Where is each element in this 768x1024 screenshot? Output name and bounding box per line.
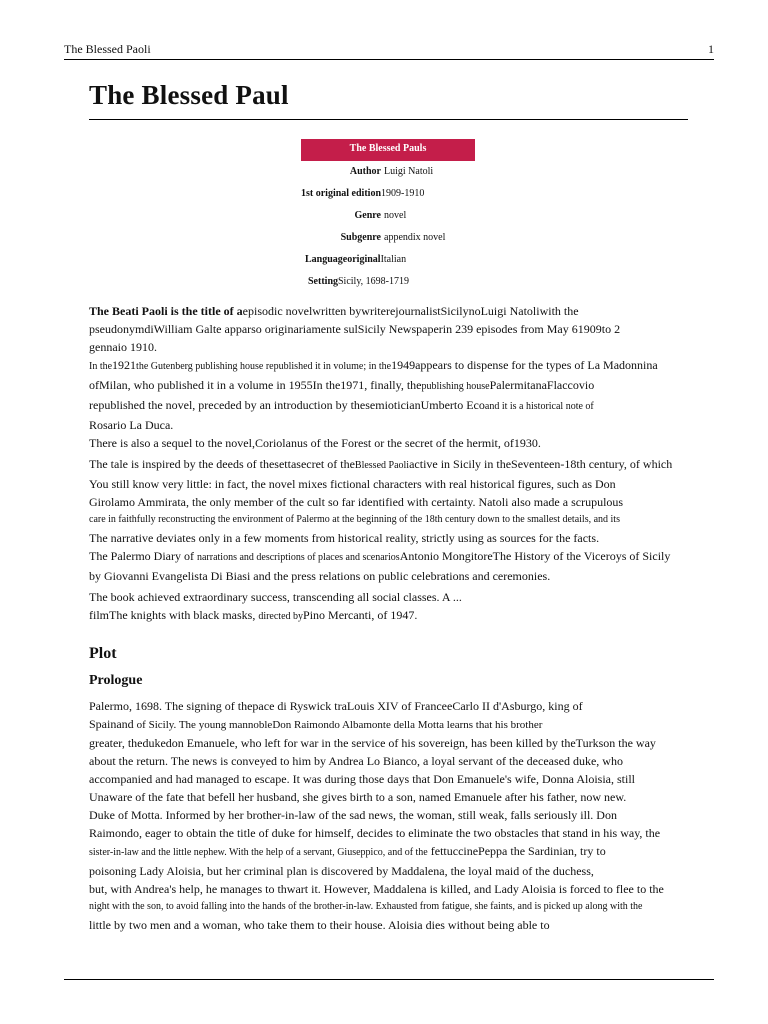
intro-paragraph	[89, 302, 729, 356]
infobox-row-genre	[301, 205, 475, 227]
text-run: Pino Mercanti, of 1947.	[303, 608, 418, 622]
text-line: but, with Andrea's help, he manages to thwart it. However, Maddalena is killed, and Lady Aloisia is forced to flee to the	[89, 882, 664, 896]
text-run: The tale is inspired by the deeds of thesettasecret of the	[89, 457, 355, 471]
infobox-row-language	[301, 249, 475, 271]
header-rule	[64, 59, 714, 60]
text-run: Antonio MongitoreThe History of the Viceroys of Sicily	[399, 549, 671, 563]
publication-paragraph	[89, 356, 729, 452]
text-line: greater, thedukedon Emanuele, who left for war in the service of his sovereign, has been killed by theTurkson the way	[89, 736, 656, 750]
intro-line-3: gennaio 1910.	[89, 340, 157, 354]
infobox-key: 1st original edition	[301, 188, 382, 199]
title-rule	[89, 119, 688, 120]
infobox-value: appendix novel	[384, 232, 446, 243]
text-run: 1949appears to dispense for the types of La Madonnina	[391, 358, 658, 372]
text-line: poisoning Lady Aloisia, but her criminal plan is discovered by Maddalena, the loyal maid of the duchess,	[89, 864, 594, 878]
text-run: active in Sicily in theSeventeen-18th century, of which	[409, 457, 673, 471]
infobox	[301, 139, 475, 293]
subsection-heading-prologue: Prologue	[89, 673, 143, 688]
text-run: the Gutenberg publishing house republished it in volume; in the	[136, 361, 392, 372]
infobox-value: Luigi Natoli	[384, 166, 434, 177]
text-run: fettuccinePeppa the Sardinian, try to	[430, 844, 606, 858]
running-header	[64, 42, 714, 57]
text-run: publishing house	[421, 381, 490, 392]
text-run: and it is a historical note of	[484, 401, 594, 412]
infobox-key: Languageoriginal	[305, 254, 381, 265]
success-paragraph	[89, 588, 729, 626]
inspiration-paragraph	[89, 455, 729, 585]
text-run: Blessed Paoli	[354, 460, 410, 471]
text-run: filmThe knights with black masks,	[89, 608, 256, 622]
infobox-key: Genre	[354, 210, 381, 221]
infobox-row-author	[301, 161, 475, 183]
infobox-key: Setting	[308, 276, 338, 287]
text-run: Spainand	[89, 717, 134, 731]
prologue-paragraph	[89, 697, 729, 934]
text-line: little by two men and a woman, who take them to their house. Aloisia dies without being able to	[89, 918, 550, 932]
infobox-key: Subgenre	[340, 232, 381, 243]
intro-line-2: pseudonymdiWilliam Galte apparso originariamente sulSicily Newspaperin 239 episodes from May 61909to 2	[89, 322, 621, 336]
text-line: Duke of Motta. Informed by her brother-in-law of the sad news, the woman, still weak, falls seriously ill. Don	[89, 808, 617, 822]
text-line: Unaware of the fate that befell her husband, she gives birth to a son, named Emanuele after his father, now new.	[89, 790, 627, 804]
text-line: The narrative deviates only in a few moments from historical reality, strictly using as sources for the facts.	[89, 531, 600, 545]
text-run: ofMilan, who published it in a volume in 1955In the1971, finally, the	[89, 378, 422, 392]
infobox-value: 1909-1910	[381, 188, 425, 199]
infobox-heading: The Blessed Pauls	[301, 139, 475, 161]
sequel-line: There is also a sequel to the novel,Coriolanus of the Forest or the secret of the hermit, of1930.	[89, 436, 541, 450]
text-run: narrations and descriptions of places and scenarios	[196, 552, 400, 563]
publication-line-4: Rosario La Duca.	[89, 418, 174, 432]
text-run: 1921	[112, 358, 137, 372]
text-run: of Sicily. The young mannobleDon Raimondo Albamonte della Motta learns that his brother	[136, 719, 543, 731]
text-line: about the return. The news is conveyed to him by Andrea Lo Bianco, a loyal servant of the deceased duke, who	[89, 754, 623, 768]
text-run: sister-in-law and the little nephew. With the help of a servant, Giuseppico, and of the	[89, 847, 428, 858]
intro-lead: The Beati Paoli is the title of a	[89, 304, 243, 318]
infobox-row-setting	[301, 271, 475, 293]
article-body	[89, 302, 729, 937]
text-line: accompanied and had managed to escape. It was during those days that Don Emanuele's wife, Donna Aloisia, still	[89, 772, 636, 786]
text-line: by Giovanni Evangelista Di Biasi and the press relations on public celebrations and ceremonies.	[89, 569, 551, 583]
infobox-value: Sicily, 1698-1719	[338, 276, 410, 287]
text-run: republished the novel, preceded by an introduction by thesemioticianUmberto Eco	[89, 398, 485, 412]
infobox-value: novel	[384, 210, 407, 221]
text-line: Raimondo, eager to obtain the title of duke for himself, decides to eliminate the two obstacles that stand in his way, the	[89, 826, 661, 840]
infobox-row-edition	[301, 183, 475, 205]
footer-rule	[64, 979, 714, 980]
intro-text: episodic novelwritten bywriterejournalistSicilynoLuigi Natoliwith the	[242, 304, 579, 318]
text-line: Girolamo Ammirata, the only member of the cult so far identified with certainty. Natoli also made a scrupulous	[89, 495, 624, 509]
section-heading-plot: Plot	[89, 645, 117, 662]
text-run: The Palermo Diary of	[89, 549, 194, 563]
text-line: The book achieved extraordinary success, transcending all social classes. A ...	[89, 590, 462, 604]
text-line: Palermo, 1698. The signing of thepace di Ryswick traLouis XIV of FranceeCarlo II d'Asburgo, king of	[89, 699, 583, 713]
running-title: The Blessed Paoli	[64, 42, 151, 56]
text-run: In the	[89, 361, 113, 372]
text-run: PalermitanaFlaccovio	[489, 378, 595, 392]
text-line: care in faithfully reconstructing the environment of Palermo at the beginning of the 18th century down to the smallest details, and its	[89, 514, 620, 525]
text-line: night with the son, to avoid falling into the hands of the brother-in-law. Exhausted from fatigue, she faints, and is picked up along with the	[89, 901, 643, 912]
infobox-value: Italian	[380, 254, 407, 265]
page-number: 1	[708, 42, 714, 56]
infobox-row-subgenre	[301, 227, 475, 249]
page-title: The Blessed Paul	[89, 80, 289, 110]
infobox-key: Author	[349, 166, 381, 177]
text-run: directed by	[258, 611, 304, 622]
text-line: You still know very little: in fact, the novel mixes fictional characters with real historical figures, such as Don	[89, 477, 616, 491]
